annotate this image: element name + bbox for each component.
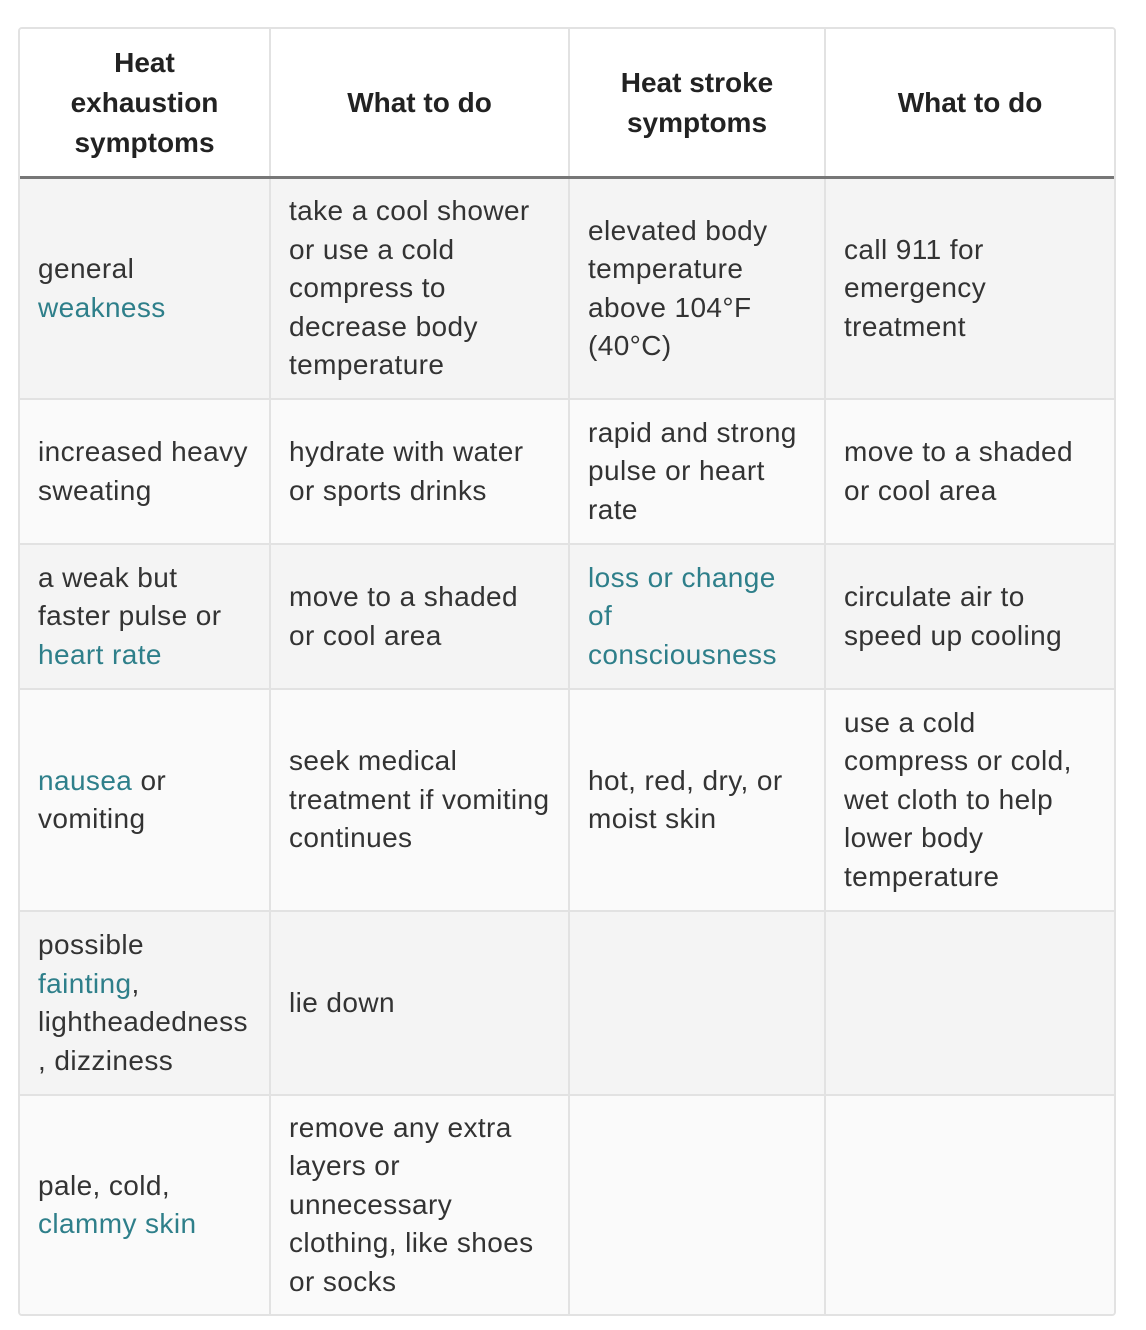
- stroke-symptom-cell: [569, 911, 825, 1095]
- header-heat-stroke-symptoms: Heat stroke symptoms: [569, 29, 825, 178]
- header-heat-exhaustion-symptoms: Heat exhaustion symptoms: [20, 29, 270, 178]
- heart-rate-link[interactable]: heart rate: [38, 638, 162, 670]
- table-row: [20, 1095, 1114, 1314]
- stroke-action-cell: call 911 for emergency treatment: [825, 178, 1114, 400]
- stroke-action-cell: circulate air to speed up cooling: [825, 544, 1114, 689]
- stroke-symptom-cell: [569, 689, 825, 911]
- symptom-text: pale, cold,: [38, 1169, 171, 1201]
- stroke-action-cell: [825, 911, 1114, 1095]
- nausea-link[interactable]: nausea: [38, 764, 133, 796]
- header-exhaustion-what-to-do: What to do: [270, 29, 569, 178]
- stroke-symptom-cell: [569, 1095, 825, 1314]
- stroke-action-cell: use a cold compress or cold, wet cloth to help lower body temperature: [825, 689, 1114, 911]
- exhaustion-symptom-cell: [20, 911, 270, 1095]
- stroke-symptom-cell: [569, 544, 825, 689]
- exhaustion-action-cell: hydrate with water or sports drinks: [270, 399, 569, 544]
- table-header-row: [20, 29, 1114, 178]
- table-row: [20, 911, 1114, 1095]
- fainting-link[interactable]: fainting: [38, 967, 132, 999]
- exhaustion-action-cell: remove any extra layers or unnecessary clothing, like shoes or socks: [270, 1095, 569, 1314]
- exhaustion-symptom-cell: [20, 178, 270, 400]
- symptom-text: a weak but faster pulse or: [38, 561, 222, 632]
- header-stroke-what-to-do: What to do: [825, 29, 1114, 178]
- symptom-text: general: [38, 253, 135, 284]
- exhaustion-action-cell: take a cool shower or use a cold compress to decrease body temperature: [270, 178, 569, 400]
- symptoms-table-container: [18, 27, 1116, 1316]
- stroke-symptom-cell: [569, 399, 825, 544]
- exhaustion-action-cell: move to a shaded or cool area: [270, 544, 569, 689]
- symptom-text: hot, red, dry, or moist skin: [588, 764, 783, 834]
- exhaustion-symptom-cell: [20, 544, 270, 689]
- table-row: [20, 399, 1114, 544]
- symptom-text: , lightheadedness, dizziness: [38, 967, 248, 1076]
- symptom-text: rapid and strong pulse or heart rate: [588, 416, 797, 525]
- symptom-text: increased heavy sweating: [38, 436, 248, 506]
- exhaustion-action-cell: seek medical treatment if vomiting continues: [270, 689, 569, 911]
- table-row: [20, 178, 1114, 400]
- table-row: [20, 544, 1114, 689]
- symptom-text: possible: [38, 929, 144, 960]
- loss-of-consciousness-link[interactable]: loss or change of consciousness: [588, 561, 777, 670]
- clammy-skin-link[interactable]: clammy skin: [38, 1208, 197, 1239]
- symptom-text: or vomiting: [38, 764, 167, 834]
- weakness-link[interactable]: weakness: [38, 291, 166, 323]
- exhaustion-symptom-cell: [20, 399, 270, 544]
- stroke-action-cell: move to a shaded or cool area: [825, 399, 1114, 544]
- heat-illness-table: [20, 29, 1114, 1314]
- exhaustion-symptom-cell: [20, 689, 270, 911]
- stroke-action-cell: [825, 1095, 1114, 1314]
- symptom-text: elevated body temperature above 104°F (40°C): [588, 214, 768, 361]
- table-row: [20, 689, 1114, 911]
- stroke-symptom-cell: [569, 178, 825, 400]
- exhaustion-symptom-cell: [20, 1095, 270, 1314]
- exhaustion-action-cell: lie down: [270, 911, 569, 1095]
